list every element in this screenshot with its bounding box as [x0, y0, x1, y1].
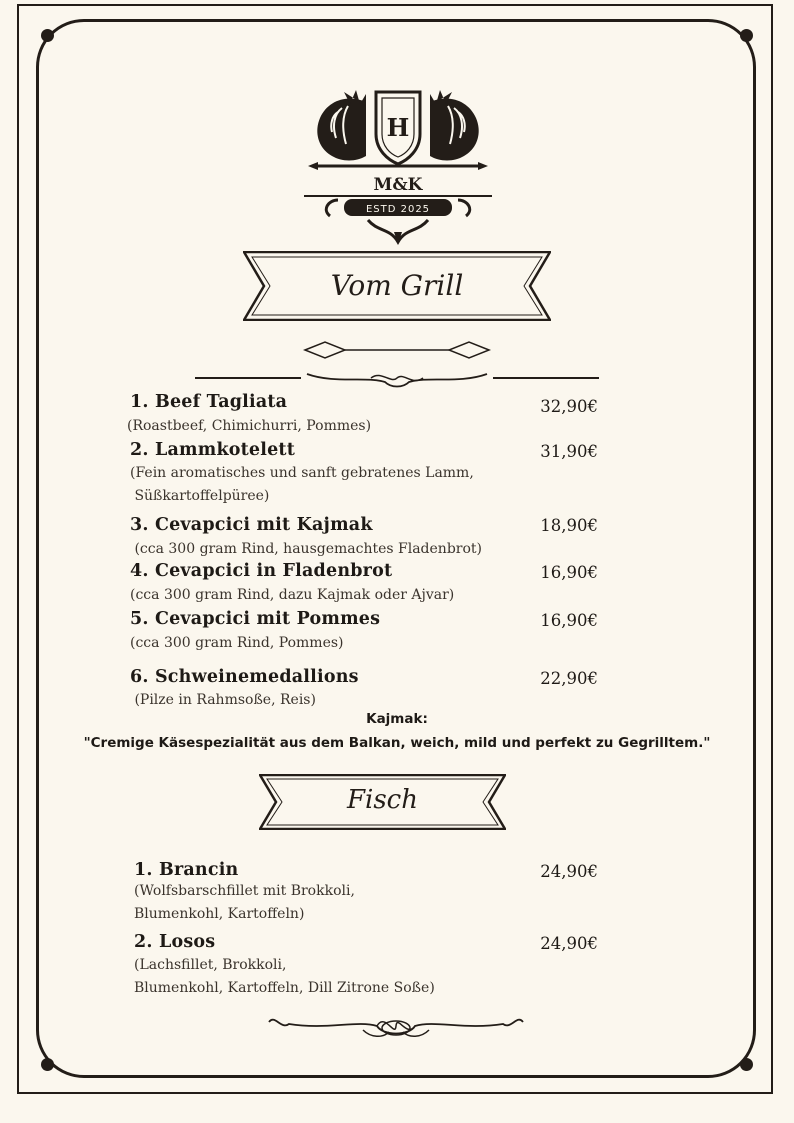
- menu-item-description: (Fein aromatisches und sanft gebratenes Lamm,: [130, 465, 474, 481]
- menu-item-name: 2. Lammkotelett: [130, 440, 296, 460]
- menu-item-name: 4. Cevapcici in Fladenbrot: [130, 561, 393, 581]
- left-lion-icon: [317, 90, 366, 161]
- menu-item-price: 18,90€: [540, 516, 598, 535]
- kajmak-note-label: Kajmak:: [366, 711, 428, 727]
- menu-item-description: Süßkartoffelpüree): [130, 488, 270, 504]
- menu-item-description: (Roastbeef, Chimichurri, Pommes): [127, 418, 372, 434]
- menu-item-description: (Lachsfillet, Brokkoli,: [134, 957, 287, 973]
- section-title-grill: Vom Grill: [330, 269, 464, 302]
- menu-item-price: 16,90€: [540, 611, 598, 630]
- established-text: ESTD 2025: [365, 204, 431, 215]
- menu-item-name: 2. Losos: [134, 932, 216, 952]
- section-banner-grill: [243, 251, 551, 321]
- corner-dot-bottom-right: [740, 1058, 753, 1071]
- section-title-fish: Fisch: [346, 785, 418, 815]
- menu-item-name: 1. Beef Tagliata: [130, 392, 288, 412]
- restaurant-logo: [298, 82, 498, 247]
- corner-dot-bottom-left: [41, 1058, 54, 1071]
- menu-item-description: (cca 300 gram Rind, hausgemachtes Fladenbrot): [130, 541, 482, 557]
- menu-item-description: Blumenkohl, Kartoffeln, Dill Zitrone Soße): [134, 980, 435, 996]
- ornament-divider-icon: [195, 336, 599, 394]
- section-banner-fish: [259, 774, 506, 830]
- menu-item-name: 1. Brancin: [134, 860, 239, 880]
- menu-item-price: 24,90€: [540, 862, 598, 881]
- corner-dot-top-right: [740, 29, 753, 42]
- menu-item-price: 32,90€: [540, 397, 598, 416]
- brand-text: M&K: [373, 175, 423, 195]
- menu-item-name: 5. Cevapcici mit Pommes: [130, 609, 381, 629]
- menu-item-price: 22,90€: [540, 669, 598, 688]
- menu-item-description: (cca 300 gram Rind, dazu Kajmak oder Ajvar): [130, 587, 455, 603]
- menu-item-price: 31,90€: [540, 442, 598, 461]
- menu-item-name: 3. Cevapcici mit Kajmak: [130, 515, 373, 535]
- corner-dot-top-left: [41, 29, 54, 42]
- menu-item-description: (Pilze in Rahmsoße, Reis): [130, 692, 316, 708]
- kajmak-note-text: "Cremige Käsespezialität aus dem Balkan, weich, mild und perfekt zu Gegrilltem.": [83, 735, 711, 751]
- menu-item-description: Blumenkohl, Kartoffeln): [134, 906, 305, 922]
- right-lion-icon: [430, 90, 479, 161]
- bottom-ornament-icon: [267, 1008, 525, 1044]
- menu-item-price: 24,90€: [540, 934, 598, 953]
- menu-item-price: 16,90€: [540, 563, 598, 582]
- menu-item-description: (Wolfsbarschfillet mit Brokkoli,: [134, 883, 355, 899]
- menu-item-description: (cca 300 gram Rind, Pommes): [130, 635, 344, 651]
- monogram-text: H: [386, 113, 410, 142]
- menu-item-name: 6. Schweinemedallions: [130, 667, 359, 687]
